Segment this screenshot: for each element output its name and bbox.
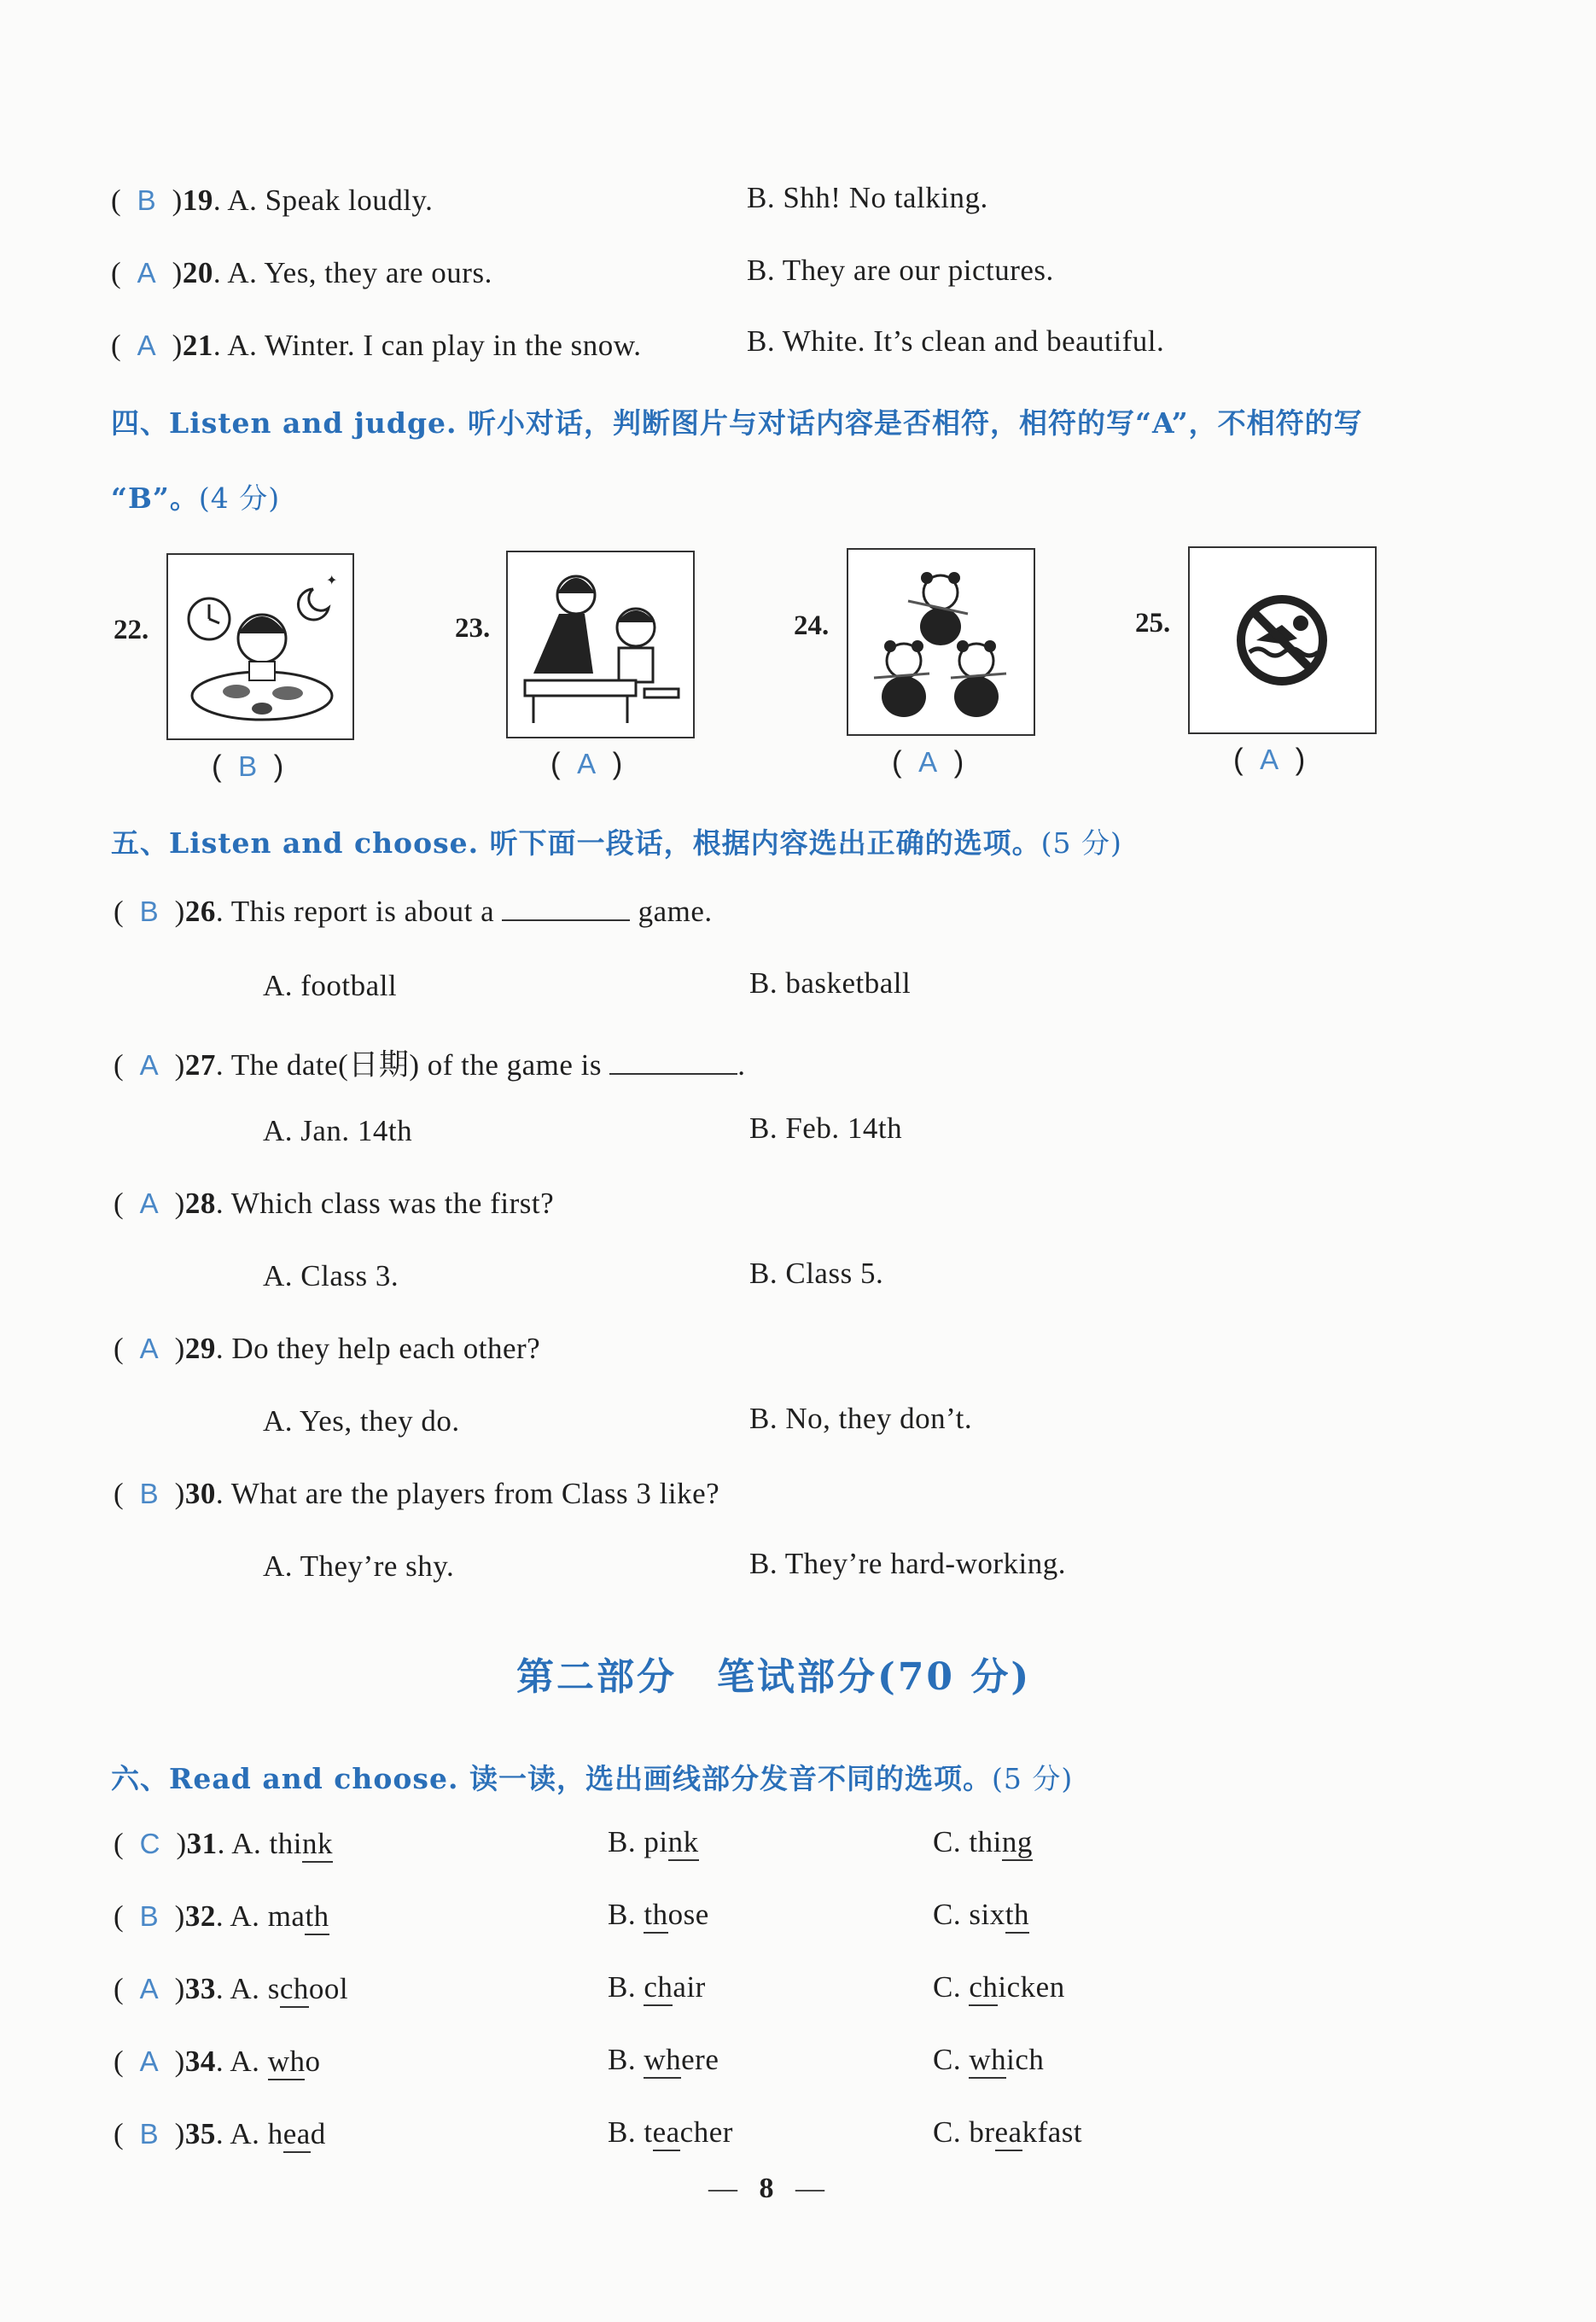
paren: ) bbox=[156, 329, 183, 362]
question-29 bbox=[114, 1332, 540, 1366]
section-5-title bbox=[111, 821, 1122, 861]
picture-number: 23. bbox=[455, 613, 491, 644]
question-20 bbox=[111, 256, 492, 290]
paren: ( bbox=[111, 184, 137, 217]
paren: ) bbox=[156, 184, 183, 217]
paren: ) bbox=[159, 2045, 185, 2078]
picture-24-answer bbox=[892, 745, 964, 779]
option-b bbox=[608, 2043, 719, 2077]
question-21 bbox=[111, 329, 641, 363]
option-b: B. Shh! No talking. bbox=[747, 181, 988, 214]
phonics-question bbox=[114, 2117, 326, 2151]
picture-number: 25. bbox=[1135, 608, 1171, 639]
word-end: kfast bbox=[1022, 2115, 1083, 2149]
word-start: thi bbox=[269, 1827, 302, 1860]
dot: . bbox=[215, 1332, 232, 1365]
dot: . bbox=[215, 1477, 231, 1510]
dot: . bbox=[217, 1827, 232, 1860]
answer: A bbox=[139, 1049, 160, 1081]
option-a bbox=[230, 2117, 325, 2153]
underlined-letters: ch bbox=[969, 1970, 998, 2006]
answer: A bbox=[1260, 744, 1279, 775]
option-a: A. Speak loudly. bbox=[227, 184, 434, 217]
picture-25-answer bbox=[1233, 743, 1305, 777]
option-b: B. No, they don’t. bbox=[749, 1402, 973, 1435]
option-b: B. White. It’s clean and beautiful. bbox=[747, 324, 1165, 358]
answer: B bbox=[139, 896, 160, 927]
word-start: t bbox=[644, 2115, 653, 2149]
page-number: 8 bbox=[759, 2173, 774, 2204]
phonics-question bbox=[114, 1972, 348, 2006]
question-number: 32 bbox=[184, 1899, 216, 1933]
paren: ( bbox=[111, 329, 137, 362]
paren: ) bbox=[159, 1332, 185, 1365]
underlined-letters: wh bbox=[268, 2045, 306, 2080]
paren: ( bbox=[114, 895, 140, 928]
question-28 bbox=[114, 1187, 554, 1221]
word-end: d bbox=[310, 2117, 326, 2150]
option-letter: A. bbox=[230, 1972, 268, 2005]
dot: . bbox=[215, 2045, 230, 2078]
page-footer bbox=[708, 2173, 824, 2205]
answer: A bbox=[139, 1187, 160, 1219]
answer: A bbox=[139, 1333, 160, 1364]
picture-number: 24. bbox=[794, 610, 830, 641]
paren: ) bbox=[160, 1827, 187, 1860]
paren: ) bbox=[159, 1477, 185, 1510]
paren: ( bbox=[114, 1048, 140, 1082]
dot: . bbox=[213, 256, 228, 289]
option-letter: A. bbox=[230, 2117, 268, 2150]
question-text: The date(日期) of the game is bbox=[230, 1048, 603, 1082]
dot: . bbox=[215, 2117, 230, 2150]
underlined-letters: ch bbox=[644, 1970, 673, 2006]
option-c bbox=[933, 2115, 1082, 2150]
question-number: 33 bbox=[184, 1972, 216, 2005]
dot: . bbox=[213, 329, 228, 362]
part-2-title-text: 第二部分 笔试部分 bbox=[516, 1655, 877, 1699]
section-6-points: (5 分) bbox=[991, 1762, 1074, 1795]
question-30 bbox=[114, 1477, 719, 1511]
option-letter: B. bbox=[608, 1898, 644, 1931]
option-a bbox=[230, 1899, 329, 1935]
question-text: Which class was the first? bbox=[230, 1187, 555, 1220]
word-end: ere bbox=[681, 2043, 719, 2076]
picture-22-answer bbox=[212, 750, 283, 784]
paren: ( bbox=[114, 1477, 140, 1510]
section-6-title bbox=[111, 1757, 1073, 1797]
paren: ( bbox=[114, 2117, 140, 2150]
word-end: air bbox=[673, 1970, 706, 2004]
option-letter: C. bbox=[933, 1970, 970, 2004]
question-number: 26 bbox=[184, 895, 216, 928]
paren: ( bbox=[114, 1972, 140, 2005]
underlined-letters: wh bbox=[644, 2043, 681, 2079]
word-start: s bbox=[267, 1972, 280, 2005]
question-number: 31 bbox=[186, 1827, 218, 1860]
question-number: 29 bbox=[184, 1332, 216, 1365]
question-26 bbox=[114, 895, 713, 929]
no-swimming-sign-icon bbox=[1190, 548, 1375, 732]
pandas-eating-bamboo-icon bbox=[848, 550, 1034, 734]
answer-blank bbox=[609, 1051, 737, 1075]
option-a: A. Winter. I can play in the snow. bbox=[227, 329, 642, 362]
question-number: 30 bbox=[184, 1477, 216, 1510]
paren: ( bbox=[1233, 743, 1261, 776]
paren: ) bbox=[159, 2117, 185, 2150]
phonics-question bbox=[114, 2045, 320, 2079]
dot: . bbox=[215, 1187, 231, 1220]
answer: B bbox=[238, 750, 258, 782]
picture-23-answer bbox=[550, 747, 622, 781]
paren: ( bbox=[114, 1827, 140, 1860]
dot: . bbox=[215, 1048, 231, 1082]
word-start: six bbox=[969, 1898, 1005, 1931]
question-number: 19 bbox=[182, 184, 213, 217]
paren: ) bbox=[257, 750, 284, 783]
word-end: o bbox=[305, 2045, 321, 2078]
word-start: pi bbox=[644, 1825, 668, 1858]
underlined-letters: ng bbox=[1002, 1825, 1033, 1861]
word-start: h bbox=[267, 2117, 283, 2150]
option-a: A. football bbox=[263, 969, 398, 1002]
option-a: A. Class 3. bbox=[263, 1259, 399, 1292]
option-a: A. Yes, they do. bbox=[263, 1404, 460, 1438]
option-letter: C. bbox=[933, 2043, 970, 2076]
question-text-end: . bbox=[737, 1048, 746, 1082]
question-text: This report is about a bbox=[230, 895, 495, 928]
phonics-question bbox=[114, 1899, 329, 1934]
dot: . bbox=[215, 1899, 230, 1933]
picture-24 bbox=[847, 548, 1035, 736]
part-2-points: (70 分) bbox=[877, 1655, 1032, 1699]
paren: ( bbox=[892, 745, 919, 779]
underlined-letters: nk bbox=[302, 1827, 333, 1863]
option-b: B. Feb. 14th bbox=[749, 1111, 903, 1145]
option-b: B. Class 5. bbox=[749, 1257, 884, 1290]
dot: . bbox=[213, 184, 228, 217]
mother-helping-boy-homework-icon bbox=[508, 552, 693, 737]
part-2-title bbox=[516, 1646, 1031, 1701]
dot: . bbox=[215, 895, 231, 928]
section-4-points: (4 分) bbox=[198, 481, 281, 515]
question-text-end: game. bbox=[638, 895, 713, 928]
option-b: B. They’re hard-working. bbox=[749, 1547, 1066, 1580]
option-b: B. They are our pictures. bbox=[747, 254, 1054, 287]
question-number: 28 bbox=[184, 1187, 216, 1220]
dot: . bbox=[215, 1972, 230, 2005]
section-4-title-cont bbox=[111, 476, 280, 516]
option-letter: B. bbox=[608, 1970, 644, 2004]
answer: B bbox=[139, 1900, 160, 1932]
phonics-question bbox=[114, 1827, 333, 1861]
answer: B bbox=[139, 1478, 160, 1509]
underlined-letters: th bbox=[1005, 1898, 1029, 1934]
answer: A bbox=[918, 746, 938, 778]
clock-moon-girl-eating-icon bbox=[168, 555, 352, 738]
section-5-title-text: 五、Listen and choose. 听下面一段话，根据内容选出正确的选项。 bbox=[111, 826, 1041, 860]
option-a bbox=[230, 1972, 348, 2008]
option-c bbox=[933, 2043, 1044, 2077]
option-b bbox=[608, 1898, 709, 1932]
answer: A bbox=[137, 330, 157, 361]
answer: A bbox=[139, 1973, 160, 2004]
option-letter: B. bbox=[608, 2115, 644, 2149]
paren: ( bbox=[114, 1187, 140, 1220]
answer-blank bbox=[502, 897, 630, 921]
svg-text:✦: ✦ bbox=[326, 574, 338, 588]
underlined-letters: ch bbox=[280, 1972, 309, 2008]
option-letter: B. bbox=[608, 1825, 644, 1858]
picture-25 bbox=[1188, 546, 1377, 734]
footer-dash: — bbox=[795, 2173, 824, 2204]
option-a: A. Yes, they are ours. bbox=[227, 256, 492, 289]
word-start: br bbox=[969, 2115, 995, 2149]
word-start: thi bbox=[969, 1825, 1002, 1858]
paren: ) bbox=[156, 256, 183, 289]
answer: B bbox=[139, 2118, 160, 2150]
option-b bbox=[608, 1970, 706, 2004]
option-c bbox=[933, 1970, 1065, 2004]
underlined-letters: th bbox=[305, 1899, 329, 1935]
paren: ( bbox=[114, 1899, 140, 1933]
underlined-letters: ea bbox=[283, 2117, 311, 2153]
option-letter: B. bbox=[608, 2043, 644, 2076]
option-a bbox=[230, 2045, 320, 2080]
question-19 bbox=[111, 184, 433, 218]
option-letter: A. bbox=[231, 1827, 270, 1860]
word-end: ose bbox=[667, 1898, 709, 1931]
answer: B bbox=[137, 184, 157, 216]
option-c bbox=[933, 1825, 1033, 1859]
answer: A bbox=[577, 748, 597, 779]
picture-22 bbox=[166, 553, 354, 740]
paren: ) bbox=[596, 747, 623, 780]
paren: ) bbox=[159, 1972, 185, 2005]
paren: ) bbox=[159, 1187, 185, 1220]
paren: ( bbox=[550, 747, 578, 780]
picture-number: 22. bbox=[114, 615, 149, 645]
option-a: A. They’re shy. bbox=[263, 1549, 455, 1583]
question-number: 27 bbox=[184, 1048, 216, 1082]
question-27 bbox=[114, 1041, 746, 1084]
underlined-letters: ea bbox=[995, 2115, 1022, 2151]
paren: ) bbox=[159, 895, 185, 928]
paren: ( bbox=[114, 1332, 140, 1365]
option-letter: A. bbox=[230, 2045, 268, 2078]
question-number: 20 bbox=[182, 256, 213, 289]
option-letter: C. bbox=[933, 1898, 970, 1931]
paren: ( bbox=[212, 750, 239, 783]
paren: ) bbox=[937, 745, 964, 779]
paren: ( bbox=[114, 2045, 140, 2078]
answer: A bbox=[137, 257, 157, 289]
option-a: A. Jan. 14th bbox=[263, 1114, 413, 1147]
question-number: 21 bbox=[182, 329, 213, 362]
paren: ) bbox=[159, 1048, 185, 1082]
option-b: B. basketball bbox=[749, 966, 912, 1000]
option-letter: C. bbox=[933, 2115, 970, 2149]
underlined-letters: wh bbox=[969, 2043, 1006, 2079]
answer: C bbox=[139, 1828, 160, 1859]
section-6-title-text: 六、Read and choose. 读一读，选出画线部分发音不同的选项。 bbox=[111, 1762, 992, 1795]
option-b bbox=[608, 2115, 733, 2150]
question-number: 35 bbox=[184, 2117, 216, 2150]
word-end: ich bbox=[1006, 2043, 1045, 2076]
paren: ) bbox=[1279, 743, 1306, 776]
paren: ( bbox=[111, 256, 137, 289]
underlined-letters: nk bbox=[668, 1825, 699, 1861]
footer-dash: — bbox=[708, 2173, 737, 2204]
word-end: icken bbox=[998, 1970, 1065, 2004]
option-letter: A. bbox=[230, 1899, 268, 1933]
paren: ) bbox=[159, 1899, 185, 1933]
word-start: ma bbox=[267, 1899, 306, 1933]
section-4-title-line2: “B”。 bbox=[111, 481, 199, 515]
option-a bbox=[231, 1827, 333, 1863]
underlined-letters: ea bbox=[653, 2115, 680, 2151]
answer: A bbox=[139, 2045, 160, 2077]
word-end: ool bbox=[308, 1972, 349, 2005]
option-b bbox=[608, 1825, 699, 1859]
question-number: 34 bbox=[184, 2045, 216, 2078]
question-text: Do they help each other? bbox=[231, 1332, 541, 1365]
question-text: What are the players from Class 3 like? bbox=[230, 1477, 720, 1510]
section-5-points: (5 分) bbox=[1040, 826, 1122, 860]
picture-23 bbox=[506, 551, 695, 738]
underlined-letters: th bbox=[644, 1898, 667, 1934]
word-end: cher bbox=[679, 2115, 733, 2149]
option-letter: C. bbox=[933, 1825, 970, 1858]
section-4-title: 四、Listen and judge. 听小对话，判断图片与对话内容是否相符，相符的写“A”，不相符的写 bbox=[111, 406, 1363, 440]
option-c bbox=[933, 1898, 1029, 1932]
